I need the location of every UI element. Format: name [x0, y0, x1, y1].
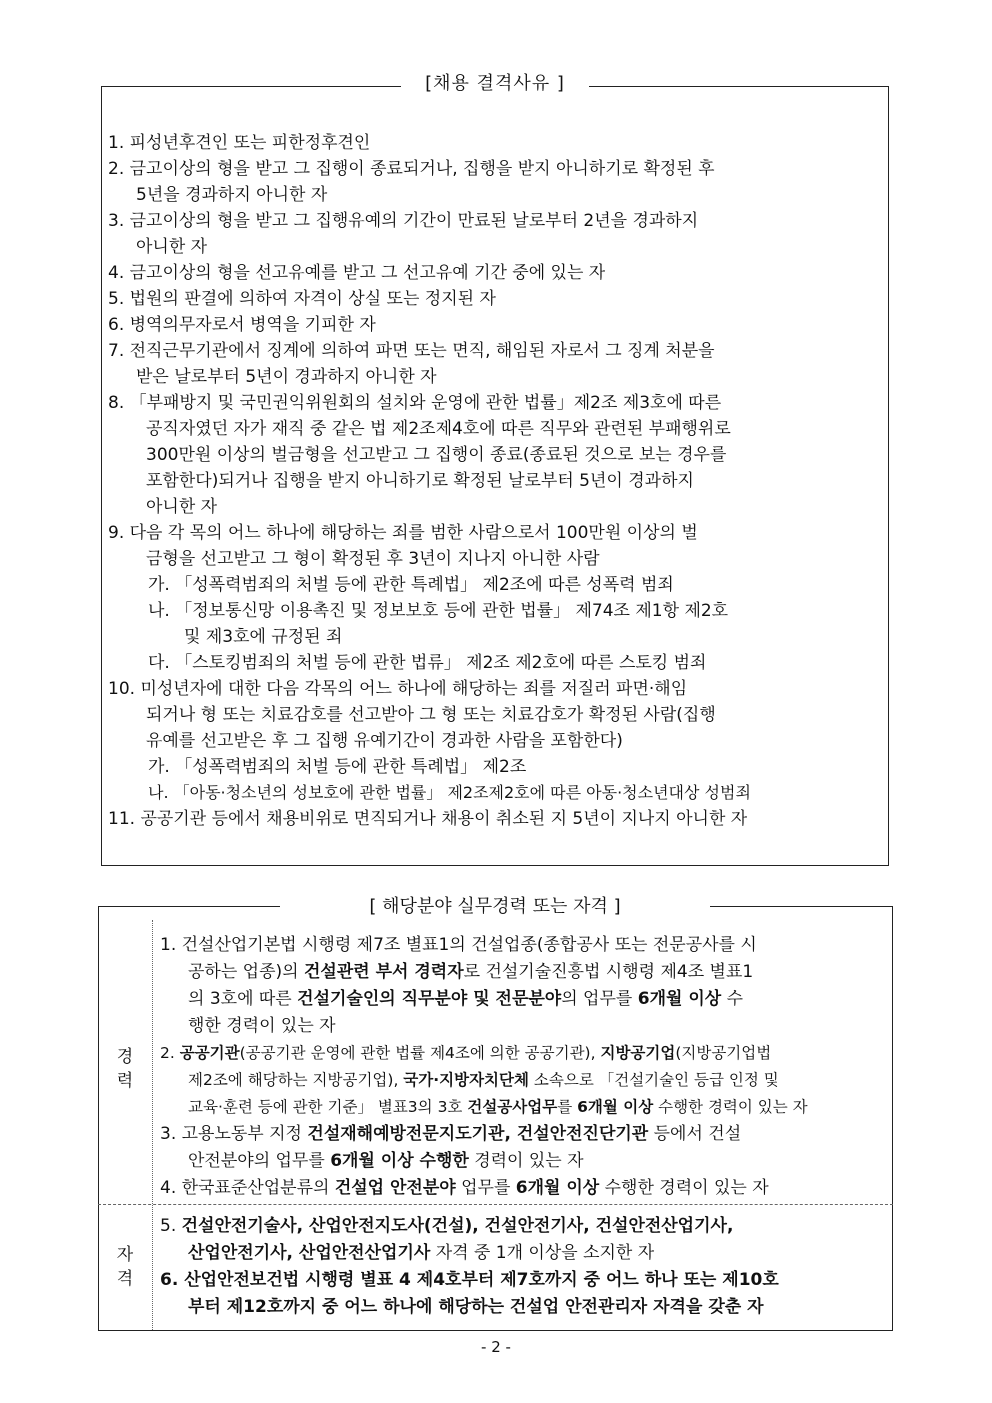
list-item-cont: 행한 경력이 있는 자	[188, 1016, 336, 1036]
list-item: 300만원 이상의 벌금형을 선고받고 그 집행이 종료(종료된 것으로 보는 경우를	[146, 445, 727, 465]
list-item-cont: 제2조에 해당하는 지방공기업), 국가·지방자치단체 소속으로 「건설기술인 등급 인정 및	[188, 1071, 779, 1089]
list-item: 받은 날로부터 5년이 경과하지 아니한 자	[136, 367, 437, 387]
experience-qualification-title: [ 해당분야 실무경력 또는 자격 ]	[280, 893, 710, 921]
list-subitem: 나. 「정보통신망 이용촉진 및 정보보호 등에 관한 법률」 제74조 제1항 제2호	[148, 601, 729, 621]
disqualification-title: [채용 결격사유 ]	[401, 70, 589, 98]
list-item-cont: 의 3호에 따른 건설기술인의 직무분야 및 전문분야의 업무를 6개월 이상 수	[188, 989, 743, 1009]
disqualification-list	[108, 130, 884, 832]
column-divider	[152, 920, 153, 1330]
list-item: 포함한다)되거나 집행을 받지 아니하기로 확정된 날로부터 5년이 경과하지	[146, 471, 694, 491]
list-item: 유예를 선고받은 후 그 집행 유예기간이 경과한 사람을 포함한다)	[146, 731, 623, 751]
list-item: 1. 건설산업기본법 시행령 제7조 별표1의 건설업종(종합공사 또는 전문공사를 시	[160, 935, 757, 955]
list-item: 11. 공공기관 등에서 채용비위로 면직되거나 채용이 취소된 지 5년이 지나지 아니한 자	[108, 809, 748, 829]
list-subitem: 가. 「성폭력범죄의 처벌 등에 관한 특례법」 제2조에 따른 성폭력 범죄	[148, 575, 674, 595]
list-item: 1. 피성년후견인 또는 피한정후견인	[108, 133, 371, 153]
list-subitem: 다. 「스토킹범죄의 처벌 등에 관한 법류」 제2조 제2호에 따른 스토킹 범죄	[148, 653, 707, 673]
list-item: 금형을 선고받고 그 형이 확정된 후 3년이 지나지 아니한 사람	[146, 549, 600, 569]
list-item: 7. 전직근무기관에서 징계에 의하여 파면 또는 면직, 해임된 자로서 그 징계 처분을	[108, 341, 715, 361]
list-subitem: 나. 「아동·청소년의 성보호에 관한 법률」 제2조제2호에 따른 아동·청소년대상 성범죄	[148, 783, 751, 802]
list-item: 2. 금고이상의 형을 받고 그 집행이 종료되거나, 집행을 받지 아니하기로 확정된 후	[108, 159, 715, 179]
list-item: 6. 산업안전보건법 시행령 별표 4 제4호부터 제7호까지 중 어느 하나 또는 제10호	[160, 1270, 779, 1290]
qualification-list	[160, 1213, 886, 1321]
list-item: 3. 금고이상의 형을 받고 그 집행유예의 기간이 만료된 날로부터 2년을 경과하지	[108, 211, 699, 231]
list-item: 8. 「부패방지 및 국민권익위원회의 설치와 운영에 관한 법률」제2조 제3호에 따른	[108, 393, 722, 413]
list-item: 5. 건설안전기술사, 산업안전지도사(건설), 건설안전기사, 건설안전산업기사,	[160, 1216, 734, 1236]
list-item: 아니한 자	[146, 497, 218, 517]
list-item: 공직자였던 자가 재직 중 같은 법 제2조제4호에 따른 직무와 관련된 부패행위로	[146, 419, 731, 439]
list-subitem: 및 제3호에 규정된 죄	[184, 627, 343, 647]
list-item: 아니한 자	[136, 237, 208, 257]
list-item: 4. 한국표준산업분류의 건설업 안전분야 업무를 6개월 이상 수행한 경력이 있는 자	[160, 1178, 769, 1198]
list-item: 9. 다음 각 목의 어느 하나에 해당하는 죄를 범한 사람으로서 100만원 이상의 벌	[108, 523, 698, 543]
list-item-cont: 공하는 업종)의 건설관련 부서 경력자로 건설기술진흥법 시행령 제4조 별표1	[188, 962, 754, 982]
list-item-cont: 교육·훈련 등에 관한 기준」 별표3의 3호 건설공사업무를 6개월 이상 수행한 경력이 있는 자	[188, 1098, 808, 1116]
list-item: 4. 금고이상의 형을 선고유예를 받고 그 선고유예 기간 중에 있는 자	[108, 263, 606, 283]
row-divider	[98, 1204, 893, 1205]
list-item: 되거나 형 또는 치료감호를 선고받아 그 형 또는 치료감호가 확정된 사람(집행	[146, 705, 716, 725]
list-item: 5. 법원의 판결에 의하여 자격이 상실 또는 정지된 자	[108, 289, 496, 309]
list-item: 5년을 경과하지 아니한 자	[136, 185, 328, 205]
list-subitem: 가. 「성폭력범죄의 처벌 등에 관한 특례법」 제2조	[148, 757, 527, 777]
page-number: - 2 -	[481, 1338, 511, 1356]
list-item: 3. 고용노동부 지정 건설재해예방전문지도기관, 건설안전진단기관 등에서 건설	[160, 1124, 742, 1144]
list-item-cont: 안전분야의 업무를 6개월 이상 수행한 경력이 있는 자	[188, 1151, 584, 1171]
list-item: 2. 공공기관(공공기관 운영에 관한 법률 제4조에 의한 공공기관), 지방공기업(지방공기업법	[160, 1044, 772, 1062]
list-item-cont: 산업안전기사, 산업안전산업기사 자격 중 1개 이상을 소지한 자	[188, 1243, 655, 1263]
list-item: 6. 병역의무자로서 병역을 기피한 자	[108, 315, 376, 335]
experience-row-label: 경 력	[116, 1047, 134, 1091]
list-item: 10. 미성년자에 대한 다음 각목의 어느 하나에 해당하는 죄를 저질러 파면·해임	[108, 679, 688, 699]
list-item-cont: 부터 제12호까지 중 어느 하나에 해당하는 건설업 안전관리자 자격을 갖춘 자	[188, 1297, 764, 1317]
qualification-row-label: 자 격	[116, 1245, 134, 1289]
experience-list	[160, 932, 886, 1202]
